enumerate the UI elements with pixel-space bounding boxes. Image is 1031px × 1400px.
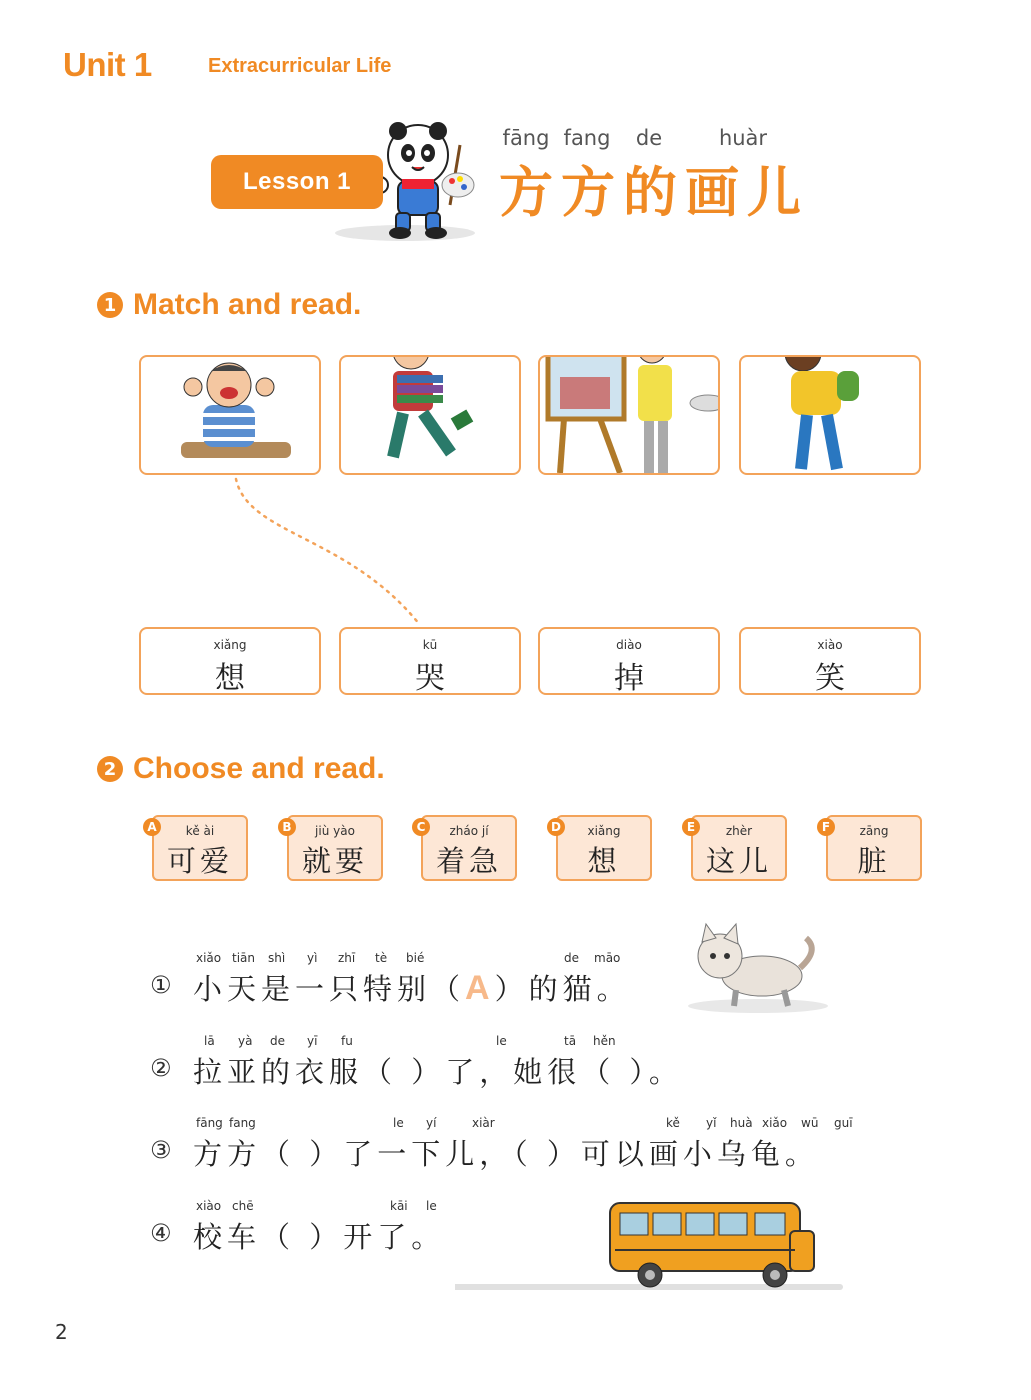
girl-laughing-illustration xyxy=(741,357,919,473)
lesson-title-char: 画 xyxy=(685,161,739,224)
sentence-text-before: 小天是一只特别（ xyxy=(193,972,466,1006)
section2-heading xyxy=(97,752,385,786)
sentence-number: ④ xyxy=(150,1219,172,1247)
sentence-pinyin: māo xyxy=(594,951,621,965)
choice-b[interactable] xyxy=(287,815,383,881)
choice-d[interactable] xyxy=(556,815,652,881)
sentence-pinyin: tè xyxy=(375,951,388,965)
choice-pinyin: zhèr xyxy=(725,824,753,838)
lesson-title-char: 方 xyxy=(561,161,615,224)
sentence-pinyin: de xyxy=(564,951,579,965)
lesson-title-char: 儿 xyxy=(747,161,801,224)
sentence-pinyin: shì xyxy=(268,951,286,965)
word-box-xiang[interactable] xyxy=(139,627,321,695)
sentence-pinyin: guī xyxy=(834,1116,853,1130)
section1-number-badge: 1 xyxy=(97,292,123,318)
choice-pinyin: jiù yào xyxy=(315,824,355,838)
section1-title: Match and read. xyxy=(133,288,362,321)
crying-baby-illustration xyxy=(141,357,319,473)
picture-girl-laughing[interactable] xyxy=(739,355,921,475)
sentence-number: ③ xyxy=(150,1136,172,1164)
page-number: 2 xyxy=(55,1320,68,1344)
sentence-pinyin: le xyxy=(426,1199,437,1213)
word-char: 哭 xyxy=(415,661,445,696)
choice-e[interactable] xyxy=(691,815,787,881)
choice-chars: 着急 xyxy=(435,844,502,878)
sentence-pinyin: yǐ xyxy=(706,1116,717,1130)
sentence-pinyin: huà xyxy=(730,1116,753,1130)
lesson-badge: Lesson 1 xyxy=(211,155,383,209)
sentence-pinyin: xiàr xyxy=(472,1116,495,1130)
lesson-title-char: 方 xyxy=(499,161,553,224)
sentence-pinyin: xiǎo xyxy=(762,1116,788,1130)
sentence-pinyin: yà xyxy=(238,1034,253,1048)
sentence-pinyin: yì xyxy=(307,951,318,965)
word-box-diao[interactable] xyxy=(538,627,720,695)
choice-c[interactable] xyxy=(421,815,517,881)
section2-title: Choose and read. xyxy=(133,752,385,785)
lesson-title-pinyin: fang xyxy=(563,126,611,150)
answer-example[interactable]: A xyxy=(465,969,495,1007)
sentence-pinyin: kāi xyxy=(390,1199,408,1213)
girl-at-easel-illustration xyxy=(540,357,718,473)
choice-letter-a: A xyxy=(143,818,161,836)
lesson-title-pinyin: huàr xyxy=(718,126,768,150)
choice-pinyin: zháo jí xyxy=(449,824,489,838)
sentence-pinyin: xiào xyxy=(196,1199,222,1213)
sentence-number: ① xyxy=(150,971,172,999)
choice-a[interactable] xyxy=(152,815,248,881)
word-pinyin: diào xyxy=(616,638,642,652)
word-pinyin: kū xyxy=(422,638,438,652)
word-box-xiao[interactable] xyxy=(739,627,921,695)
sentence-3 xyxy=(150,1110,910,1170)
sentence-pinyin: zhī xyxy=(338,951,356,965)
sentence-pinyin: yí xyxy=(426,1116,437,1130)
word-char: 掉 xyxy=(614,661,644,696)
sentence-text: 拉亚的衣服（ ）了，她很（ ）。 xyxy=(193,1055,683,1089)
sentence-pinyin: lā xyxy=(204,1034,215,1048)
sentence-2 xyxy=(150,1028,910,1088)
boy-dropping-book-illustration xyxy=(341,357,519,473)
choice-pinyin: kě ài xyxy=(185,824,215,838)
lesson-title-char: 的 xyxy=(623,161,677,224)
sentence-number: ② xyxy=(150,1054,172,1082)
word-pinyin: xiào xyxy=(817,638,843,652)
sentence-text: 方方（ ）了一下儿，（ ）可以画小乌龟。 xyxy=(193,1137,819,1171)
choice-chars: 就要 xyxy=(301,844,368,878)
word-box-ku[interactable] xyxy=(339,627,521,695)
choice-letter-b: B xyxy=(278,818,296,836)
picture-girl-thinking-easel[interactable] xyxy=(538,355,720,475)
cat-illustration xyxy=(680,920,830,1015)
choice-pinyin: xiǎng xyxy=(587,824,621,838)
sentence-pinyin: tiān xyxy=(232,951,255,965)
lesson-title-pinyin: fāng xyxy=(502,126,550,150)
sentence-pinyin: bié xyxy=(406,951,425,965)
sentence-text-after: ）的猫。 xyxy=(494,972,631,1006)
sentence-pinyin: yī xyxy=(307,1034,318,1048)
sentence-pinyin: hěn xyxy=(593,1034,616,1048)
unit-title: Extracurricular Life xyxy=(208,55,392,77)
choice-letter-d: D xyxy=(547,818,565,836)
sentence-pinyin: le xyxy=(393,1116,404,1130)
sentence-pinyin: fāng xyxy=(196,1116,223,1130)
choice-chars: 想 xyxy=(587,844,621,878)
sentence-pinyin: kě xyxy=(666,1116,680,1130)
sentence-pinyin: le xyxy=(496,1034,507,1048)
sentence-text: 校车（ ）开了。 xyxy=(193,1220,446,1254)
sentence-pinyin: xiǎo xyxy=(196,951,222,965)
section1-heading xyxy=(97,288,361,322)
match-line-example xyxy=(228,475,428,630)
choice-letter-e: E xyxy=(682,818,700,836)
choice-chars: 脏 xyxy=(857,844,891,878)
word-char: 想 xyxy=(215,661,245,696)
sentence-pinyin: chē xyxy=(232,1199,254,1213)
word-pinyin: xiǎng xyxy=(213,638,247,652)
word-char: 笑 xyxy=(815,661,845,696)
picture-boy-dropping-book[interactable] xyxy=(339,355,521,475)
choice-letter-c: C xyxy=(412,818,430,836)
unit-number: Unit 1 xyxy=(63,46,152,83)
school-bus-illustration xyxy=(455,1195,845,1295)
sentence-text xyxy=(193,967,631,1008)
sentence-pinyin: wū xyxy=(801,1116,819,1130)
section2-number-badge: 2 xyxy=(97,756,123,782)
picture-crying-baby[interactable] xyxy=(139,355,321,475)
choice-pinyin: zāng xyxy=(859,824,889,838)
choice-chars: 这儿 xyxy=(705,844,772,878)
sentence-pinyin: de xyxy=(270,1034,285,1048)
sentence-pinyin: fang xyxy=(229,1116,256,1130)
lesson-title-pinyin: de xyxy=(635,126,663,150)
choice-chars: 可爱 xyxy=(166,844,233,878)
sentence-pinyin: tā xyxy=(564,1034,577,1048)
choice-f[interactable] xyxy=(826,815,922,881)
choice-letter-f: F xyxy=(817,818,835,836)
sentence-pinyin: fu xyxy=(341,1034,353,1048)
